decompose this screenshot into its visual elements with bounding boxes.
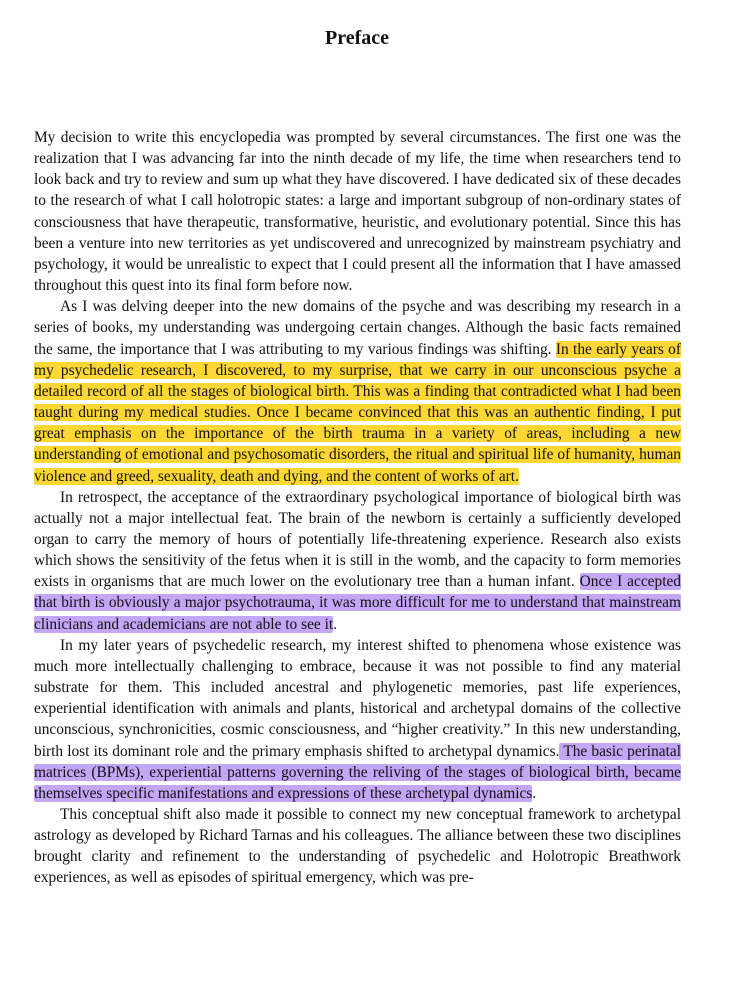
paragraph-2 (34, 296, 681, 486)
paragraph-4 (34, 635, 681, 804)
page-title: Preface (324, 27, 390, 49)
paragraph-text: This conceptual shift also made it possible to connect my new conceptual framework to archetypal astrology as developed by Richard Tarnas and his colleagues. The alliance between these two disciplines brought clarity and refinement to the understanding of psychedelic and Holotropic Breathwork experiences, as well as episodes of spiritual emergency, which was pre- (34, 806, 681, 887)
paragraph-text: My decision to write this encyclopedia was prompted by several circumstances. The first one was the realization that I was advancing far into the ninth decade of my life, the time when researchers tend to look back and try to review and sum up what they have discovered. I have dedicated six of these decades to the research of what I call holotropic states: a large and important subgroup of non-ordinary states of consciousness that have therapeutic, transformative, heuristic, and evolutionary potential. Since this has been a venture into new territories as yet undiscovered and unrecognized by mainstream psychiatry and psychology, it would be unrealistic to expect that I could present all the information that I have amassed throughout this quest into its final form before now. (34, 129, 681, 295)
paragraph-5 (34, 804, 681, 889)
purple-highlight[interactable]: Once I accepted that birth is obviously a major psychotrauma, it was more difficult for me to understand that mainstream clinicians and academicians are not able to see it (34, 573, 681, 633)
paragraph-text: In my later years of psychedelic research, my interest shifted to phenomena whose existence was much more intellectually challenging to embrace, because it was not possible to find any material substrate for them. This included ancestral and phylogenetic memories, past life experiences, experiential identification with animals and plants, historical and archetypal domains of the collective unconscious, synchronicities, cosmic consciousness, and “higher creativity.” In this new understanding, birth lost its dominant role and the primary emphasis shifted to archetypal dynamics. (34, 636, 681, 760)
body-text (34, 127, 681, 889)
paragraph-text: . (532, 784, 537, 802)
paragraph-text: As I was delving deeper into the new domains of the psyche and was describing my research in a series of books, my understanding was undergoing certain changes. Although the basic facts remained the same, the importance that I was attributing to my various findings was shifting. (34, 298, 681, 358)
paragraph-3 (34, 487, 681, 635)
paragraph-text: . (333, 615, 337, 633)
yellow-highlight[interactable]: In the early years of my psychedelic research, I discovered, to my surprise, that we carry in our unconscious psyche a detailed record of all the stages of biological birth. This was a finding that contradicted what I had been taught during my medical studies. Once I became convinced that this was an authentic finding, I put great emphasis on the importance of the birth trauma in a variety of areas, including a new understanding of emotional and psychosomatic disorders, the ritual and spiritual life of humanity, human violence and greed, sexuality, death and dying, and the content of works of art. (34, 340, 681, 485)
purple-highlight[interactable]: The basic perinatal matrices (BPMs), experiential patterns governing the reliving of the stages of biological birth, became themselves specific manifestations and expressions of these archetypal dynamics (34, 742, 681, 802)
paragraph-text: In retrospect, the acceptance of the extraordinary psychological importance of biological birth was actually not a major intellectual feat. The brain of the newborn is certainly a sufficiently developed organ to carry the memory of hours of potentially life-threatening experience. Research also exists which shows the sensitivity of the fetus when it is still in the womb, and the capacity to form memories exists in organisms that are much lower on the evolutionary tree than a human infant. (34, 488, 681, 591)
paragraph-1 (34, 127, 681, 296)
